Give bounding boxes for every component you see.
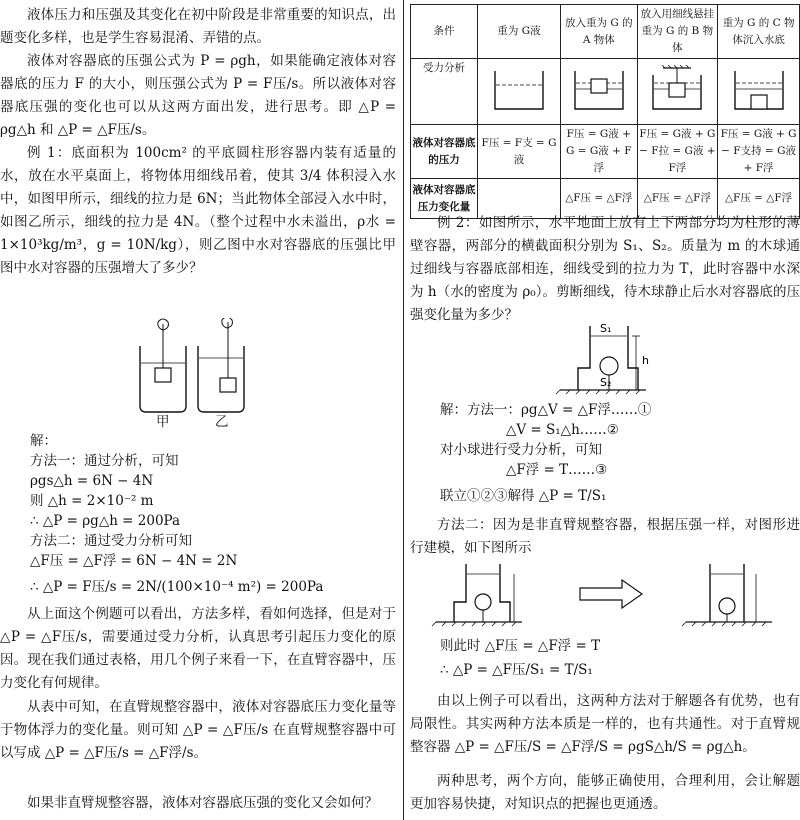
table-pressure-row <box>411 125 800 179</box>
method-2-title: 方法二：通过受力分析可知 <box>30 533 192 549</box>
row-label-force-analysis: 受力分析 <box>411 59 478 125</box>
solution-line-4: △F浮 = T……③ <box>506 462 608 478</box>
beaker-yi <box>198 318 244 412</box>
pressure-object-c: F压 = G液 + G − F支持 = G液 + F浮 <box>718 125 800 179</box>
header-object-a: 放入重为 G 的 A 物体 <box>561 5 638 59</box>
diagram-liquid-only <box>478 59 561 125</box>
method-2-line-1: △F压 = △F浮 = 6N − 4N = 2N <box>30 553 238 569</box>
final-paragraph: 两种思考，两个方向，能够正确使用，合理利用，会让解题更加容易快捷，对知识点的把握也更通透。 <box>410 773 800 812</box>
container-diagram <box>727 65 791 113</box>
method-2-line-2: ∴ △P = F压/s = 2N/(100×10⁻⁴ m²) = 200Pa <box>30 579 324 595</box>
example-1-text: 例 1：底面积为 100cm² 的平底圆柱形容器内装有适量的水，放在水平桌面上，将物体用细线吊着，使其 3/4 体积浸入水中，如图甲所示，细线的拉力是 6N；当此物体全部浸入水中时，如图乙所示，细线的拉力是 4N。（整个过程中水未溢出，ρ水 = 1×10³kg/m³，g = 10N/kg），则乙图中水对容器底的压强比甲图中水对容器的压强增大了多少？ <box>0 145 396 276</box>
diagram-object-c <box>718 59 800 125</box>
label-s2: S₂ <box>600 376 612 389</box>
method-1-line-1: ρgs△h = 6N − 4N <box>30 473 154 489</box>
solution-line-5: 联立①②③解得 △P = T/S₁ <box>440 488 607 504</box>
table-header-row <box>411 5 800 59</box>
example-1-figure <box>0 318 396 428</box>
example-2-text: 例 2：如图所示，水平地面上放有上下两部分均为柱形的薄壁容器，两部分的横截面积分别为 S₁、S₂。质量为 m 的木球通过细线与容器底部相连，细线受到的拉力为 T，此时容器中水深为 h（水的密度为 ρ₀）。剪断细线，待木球静止后水对容器底的压强变化量为多少？ <box>410 215 800 323</box>
figure-label-yi: 乙 <box>215 414 229 430</box>
method-2-text: 方法二：因为是非直臂规整容器，根据压强一样，对图形进行建模，如下图所示 <box>410 517 800 556</box>
change-object-b: △F压 = △F浮 <box>637 179 718 219</box>
header-condition: 条件 <box>411 5 478 59</box>
right-column <box>410 0 800 820</box>
intro-paragraph: 液体压力和压强及其变化在初中阶段是非常重要的知识点，出题变化多样，也是学生容易混淆、弄错的点。 <box>0 7 396 46</box>
pressure-object-b: F压 = G液 + G − F拉 = G液 + F浮 <box>637 125 718 179</box>
header-liquid-only: 重为 G液 <box>478 5 561 59</box>
conclusion-paragraph: 由以上例子可以看出，这两种方法对于解题各有优势，也有局限性。其实两种方法本质是一样的，也有共通性。对于直臂规整容器 △P = △F压/S = △F浮/S = ρgS△h/S = ρg△h。 <box>410 693 800 755</box>
solution-line-3: 对小球进行受力分析，可知 <box>440 442 602 458</box>
beaker-jia <box>140 319 186 412</box>
container-diagram <box>645 65 709 113</box>
solution-line-1: 解：方法一：ρg△V = △F浮……① <box>440 402 652 418</box>
container-diagram <box>567 65 631 113</box>
model-figure <box>410 560 800 632</box>
formula-paragraph: 液体对容器底的压强公式为 P = ρgh，如果能确定液体对容器底的压力 F 的大小，则压强公式为 P = F压/s。所以液体对容器底压强的变化也可以从这两方面出发，进行思考。即 △P = ρg△h 和 △P = △F压/s。 <box>0 53 396 138</box>
result-line-2: ∴ △P = △F压/S₁ = T/S₁ <box>440 662 593 678</box>
result-line-1: 则此时 △F压 = △F浮 = T <box>440 638 601 654</box>
container-diagram <box>487 65 551 113</box>
diagram-object-a <box>561 59 638 125</box>
column-divider <box>403 0 404 820</box>
row-label-pressure: 液体对容器底的压力 <box>411 125 478 179</box>
label-h: h <box>642 354 649 367</box>
table-force-analysis-row <box>411 59 800 125</box>
change-object-c: △F压 = △F浮 <box>718 179 800 219</box>
change-object-a: △F压 = △F浮 <box>561 179 638 219</box>
comparison-table <box>410 4 800 219</box>
left-column <box>0 0 396 811</box>
table-conclusion: 从表中可知，在直臂规整容器中，液体对容器底压力变化量等于物体浮力的变化量。则可知 △P = △F压/s 在直臂规整容器中可以写成 △P = △F压/s = △F浮/s。 <box>0 699 396 761</box>
method-discussion: 从上面这个例题可以看出，方法多样，看如何选择，但是对于 △P = △F压/s，需要通过受力分析，认真思考引起压力变化的原因。现在我们通过表格，用几个例子来看一下，在直臂容器中，压力变化有何规律。 <box>0 606 396 691</box>
header-object-c: 重为 G 的 C 物体沉入水底 <box>718 5 800 59</box>
header-object-b: 放入用细线悬挂重为 G 的 B 物体 <box>637 5 718 59</box>
solution-line-2: △V = S₁△h……② <box>506 422 619 438</box>
method-1-line-3: ∴ △P = ρg△h = 200Pa <box>30 513 181 529</box>
row-label-change: 液体对容器底压力变化量 <box>411 179 478 219</box>
label-s1: S₁ <box>600 322 612 335</box>
diagram-object-b <box>637 59 718 125</box>
method-1-title: 方法一：通过分析，可知 <box>30 453 179 469</box>
example-2-figure <box>410 318 800 396</box>
transition-question: 如果非直臂规整容器，液体对容器底压强的变化又会如何？ <box>27 795 378 811</box>
pressure-liquid-only: F压 = F支 = G液 <box>478 125 561 179</box>
solution-head: 解： <box>30 433 57 449</box>
figure-label-jia: 甲 <box>156 414 170 430</box>
method-1-line-2: 则 △h = 2×10⁻² m <box>30 493 154 509</box>
pressure-object-a: F压 = G液 + G = G液 + F浮 <box>561 125 638 179</box>
